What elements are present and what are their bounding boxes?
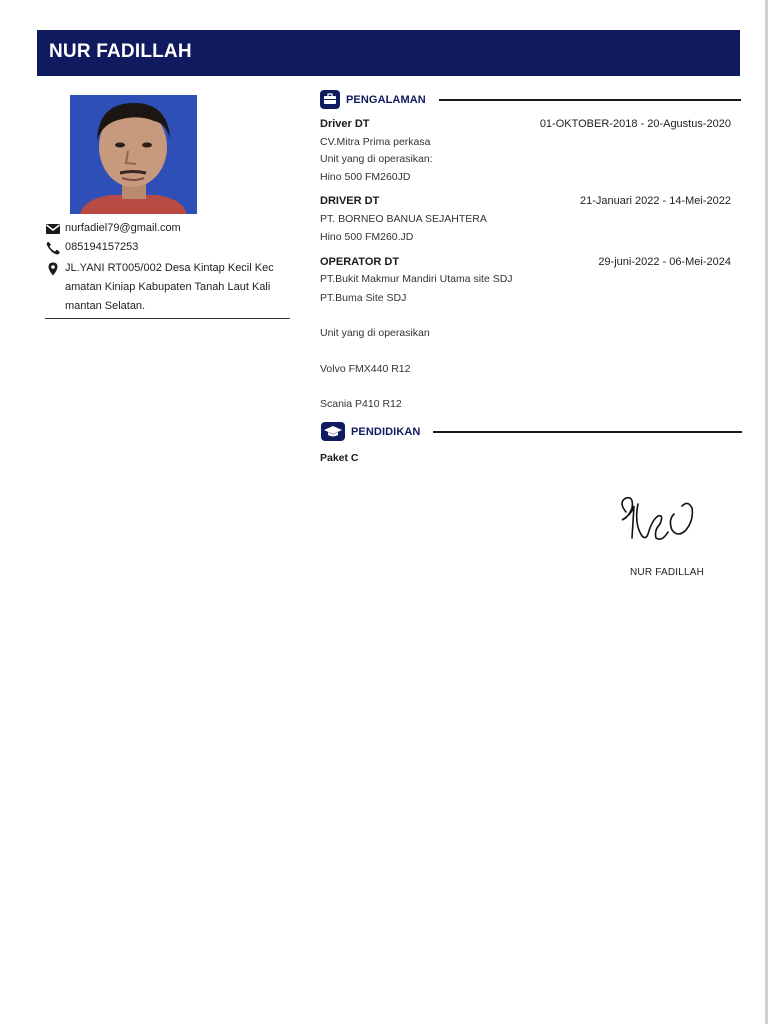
signature-name: NUR FADILLAH (630, 567, 705, 578)
experience-title: PENGALAMAN (346, 94, 426, 106)
graduation-cap-icon (321, 422, 345, 441)
job-3-line: PT.Bukit Makmur Mandiri Utama site SDJ (320, 273, 513, 285)
job-1-dates: 01-OKTOBER-2018 - 20-Agustus-2020 (539, 118, 731, 130)
job-3-line: PT.Buma Site SDJ (320, 292, 407, 304)
job-2-role: DRIVER DT (320, 195, 380, 207)
job-1-line: CV.Mitra Prima perkasa (320, 136, 431, 148)
handwritten-signature (612, 490, 707, 548)
briefcase-icon (320, 90, 340, 109)
job-1-line: Unit yang di operasikan: (320, 153, 433, 165)
experience-section-header (320, 90, 741, 110)
contact-divider (45, 318, 290, 319)
education-section-header (320, 422, 742, 442)
job-3-dates: 29-juni-2022 - 06-Mei-2024 (598, 256, 731, 268)
experience-rule (439, 99, 741, 101)
job-3-line: Scania P410 R12 (320, 398, 402, 410)
header-bar (37, 30, 740, 76)
profile-photo (70, 95, 197, 214)
contact-phone[interactable]: 085194157253 (65, 241, 139, 253)
job-1-role: Driver DT (320, 118, 370, 130)
education-rule (433, 431, 742, 433)
contact-email[interactable]: nurfadiel79@gmail.com (65, 222, 181, 234)
job-1-line: Hino 500 FM260JD (320, 171, 411, 183)
contact-address: JL.YANI RT005/002 Desa Kintap Kecil Kec amatan Kiniap Kabupaten Tanah Laut Kali mantan Selatan. (65, 262, 274, 312)
envelope-icon (45, 222, 61, 236)
education-title: PENDIDIKAN (351, 426, 421, 438)
location-pin-icon (45, 262, 61, 276)
job-2-line: PT. BORNEO BANUA SEJAHTERA (320, 213, 487, 225)
job-3-line: Unit yang di operasikan (320, 327, 430, 339)
job-2-dates: 21-Januari 2022 - 14-Mei-2022 (579, 195, 731, 207)
job-3-line: Volvo FMX440 R12 (320, 363, 411, 375)
candidate-name: NUR FADILLAH (49, 41, 192, 62)
job-3-role: OPERATOR DT (320, 256, 400, 268)
job-2-line: Hino 500 FM260.JD (320, 231, 414, 243)
education-entry: Paket C (320, 452, 359, 464)
phone-icon (45, 241, 61, 255)
